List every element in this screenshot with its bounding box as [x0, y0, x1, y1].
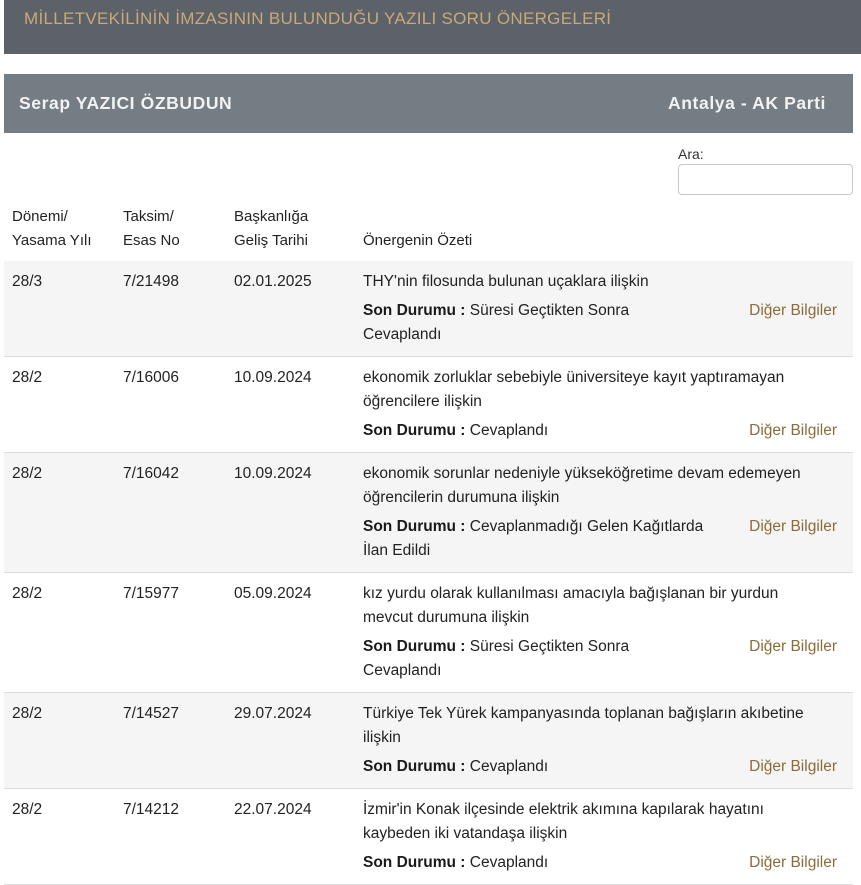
- cell-esas-no: 7/15977: [123, 585, 180, 602]
- status-text: [363, 851, 723, 875]
- cell-donem: 28/2: [12, 801, 43, 818]
- cell-tarih: 10.09.2024: [234, 465, 312, 482]
- page-title: MİLLETVEKİLİNİN İMZASININ BULUNDUĞU YAZILI SORU ÖNERGELERİ: [24, 9, 612, 28]
- other-info-link[interactable]: Diğer Bilgiler: [749, 758, 837, 775]
- ozet-line: kaybeden iki vatandaşa ilişkin: [363, 825, 568, 842]
- ozet-line: mevcut durumuna ilişkin: [363, 609, 530, 626]
- member-name: Serap YAZICI ÖZBUDUN: [19, 93, 233, 113]
- table-row: [4, 357, 853, 453]
- status-label: Son Durumu :: [363, 302, 466, 319]
- status-value: Cevaplandı: [469, 758, 549, 775]
- column-header-tarih[interactable]: Başkanlığa Geliş Tarihi: [234, 208, 309, 249]
- table-row: [4, 573, 853, 693]
- cell-tarih: 02.01.2025: [234, 273, 312, 290]
- table-body: [4, 261, 853, 885]
- search-input[interactable]: [678, 164, 853, 195]
- ozet-line: ekonomik sorunlar nedeniyle yükseköğretime devam edemeyen: [363, 465, 801, 482]
- cell-esas-no: 7/16042: [123, 465, 180, 482]
- cell-esas-no: 7/14527: [123, 705, 180, 722]
- ozet-line: ekonomik zorluklar sebebiyle üniversiteye kayıt yaptıramayan: [363, 369, 785, 386]
- status-value: Cevaplandı: [363, 662, 442, 679]
- other-info-link[interactable]: Diğer Bilgiler: [749, 638, 837, 655]
- table-header: [4, 205, 853, 262]
- status-value: Cevaplandı: [363, 326, 442, 343]
- status-value: Cevaplandı: [469, 854, 549, 871]
- status-text: [363, 515, 723, 563]
- column-header-donem[interactable]: Dönemi/ Yasama Yılı: [12, 208, 92, 249]
- cell-donem: 28/2: [12, 705, 43, 722]
- status-label: Son Durumu :: [363, 422, 466, 439]
- status-value: Cevaplanmadığı Gelen Kağıtlarda: [469, 518, 704, 535]
- table-row: [4, 789, 853, 885]
- status-text: [363, 299, 723, 347]
- status-text: [363, 419, 723, 443]
- status-value: Cevaplandı: [469, 422, 549, 439]
- status-text: [363, 755, 723, 779]
- cell-tarih: 29.07.2024: [234, 705, 312, 722]
- cell-donem: 28/3: [12, 273, 43, 290]
- cell-esas-no: 7/21498: [123, 273, 180, 290]
- status-value: Süresi Geçtikten Sonra: [469, 638, 630, 655]
- column-header-esas-no[interactable]: Taksim/ Esas No: [123, 208, 180, 249]
- status-label: Son Durumu :: [363, 638, 466, 655]
- cell-ozet: [363, 798, 843, 846]
- status-value: Süresi Geçtikten Sonra: [469, 302, 630, 319]
- cell-esas-no: 7/14212: [123, 801, 180, 818]
- status-text: [363, 635, 723, 683]
- search-area: [678, 146, 853, 195]
- status-value: İlan Edildi: [363, 542, 431, 559]
- cell-ozet: [363, 582, 843, 630]
- page-header: [4, 0, 861, 54]
- member-constituency: Antalya - AK Parti: [668, 93, 826, 113]
- ozet-line: öğrencilere ilişkin: [363, 393, 482, 410]
- ozet-line: ilişkin: [363, 729, 401, 746]
- search-label: Ara:: [678, 146, 704, 162]
- ozet-line: THY'nin filosunda bulunan uçaklara ilişkin: [363, 273, 649, 290]
- cell-donem: 28/2: [12, 465, 43, 482]
- table-row: [4, 453, 853, 573]
- cell-esas-no: 7/16006: [123, 369, 180, 386]
- table-row: [4, 261, 853, 357]
- ozet-line: kız yurdu olarak kullanılması amacıyla bağışlanan bir yurdun: [363, 585, 779, 602]
- other-info-link[interactable]: Diğer Bilgiler: [749, 518, 837, 535]
- cell-tarih: 22.07.2024: [234, 801, 312, 818]
- column-header-ozet[interactable]: Önergenin Özeti: [363, 232, 473, 249]
- cell-tarih: 05.09.2024: [234, 585, 312, 602]
- ozet-line: öğrencilerin durumuna ilişkin: [363, 489, 560, 506]
- member-bar: [4, 74, 853, 133]
- other-info-link[interactable]: Diğer Bilgiler: [749, 302, 837, 319]
- cell-donem: 28/2: [12, 585, 43, 602]
- cell-tarih: 10.09.2024: [234, 369, 312, 386]
- other-info-link[interactable]: Diğer Bilgiler: [749, 854, 837, 871]
- status-label: Son Durumu :: [363, 758, 466, 775]
- other-info-link[interactable]: Diğer Bilgiler: [749, 422, 837, 439]
- status-label: Son Durumu :: [363, 518, 466, 535]
- ozet-line: İzmir'in Konak ilçesinde elektrik akımına kapılarak hayatını: [363, 801, 764, 818]
- cell-donem: 28/2: [12, 369, 43, 386]
- status-label: Son Durumu :: [363, 854, 466, 871]
- ozet-line: Türkiye Tek Yürek kampanyasında toplanan bağışların akıbetine: [363, 705, 804, 722]
- cell-ozet: [363, 270, 843, 294]
- cell-ozet: [363, 702, 843, 750]
- cell-ozet: [363, 462, 843, 510]
- table-row: [4, 693, 853, 789]
- cell-ozet: [363, 366, 843, 414]
